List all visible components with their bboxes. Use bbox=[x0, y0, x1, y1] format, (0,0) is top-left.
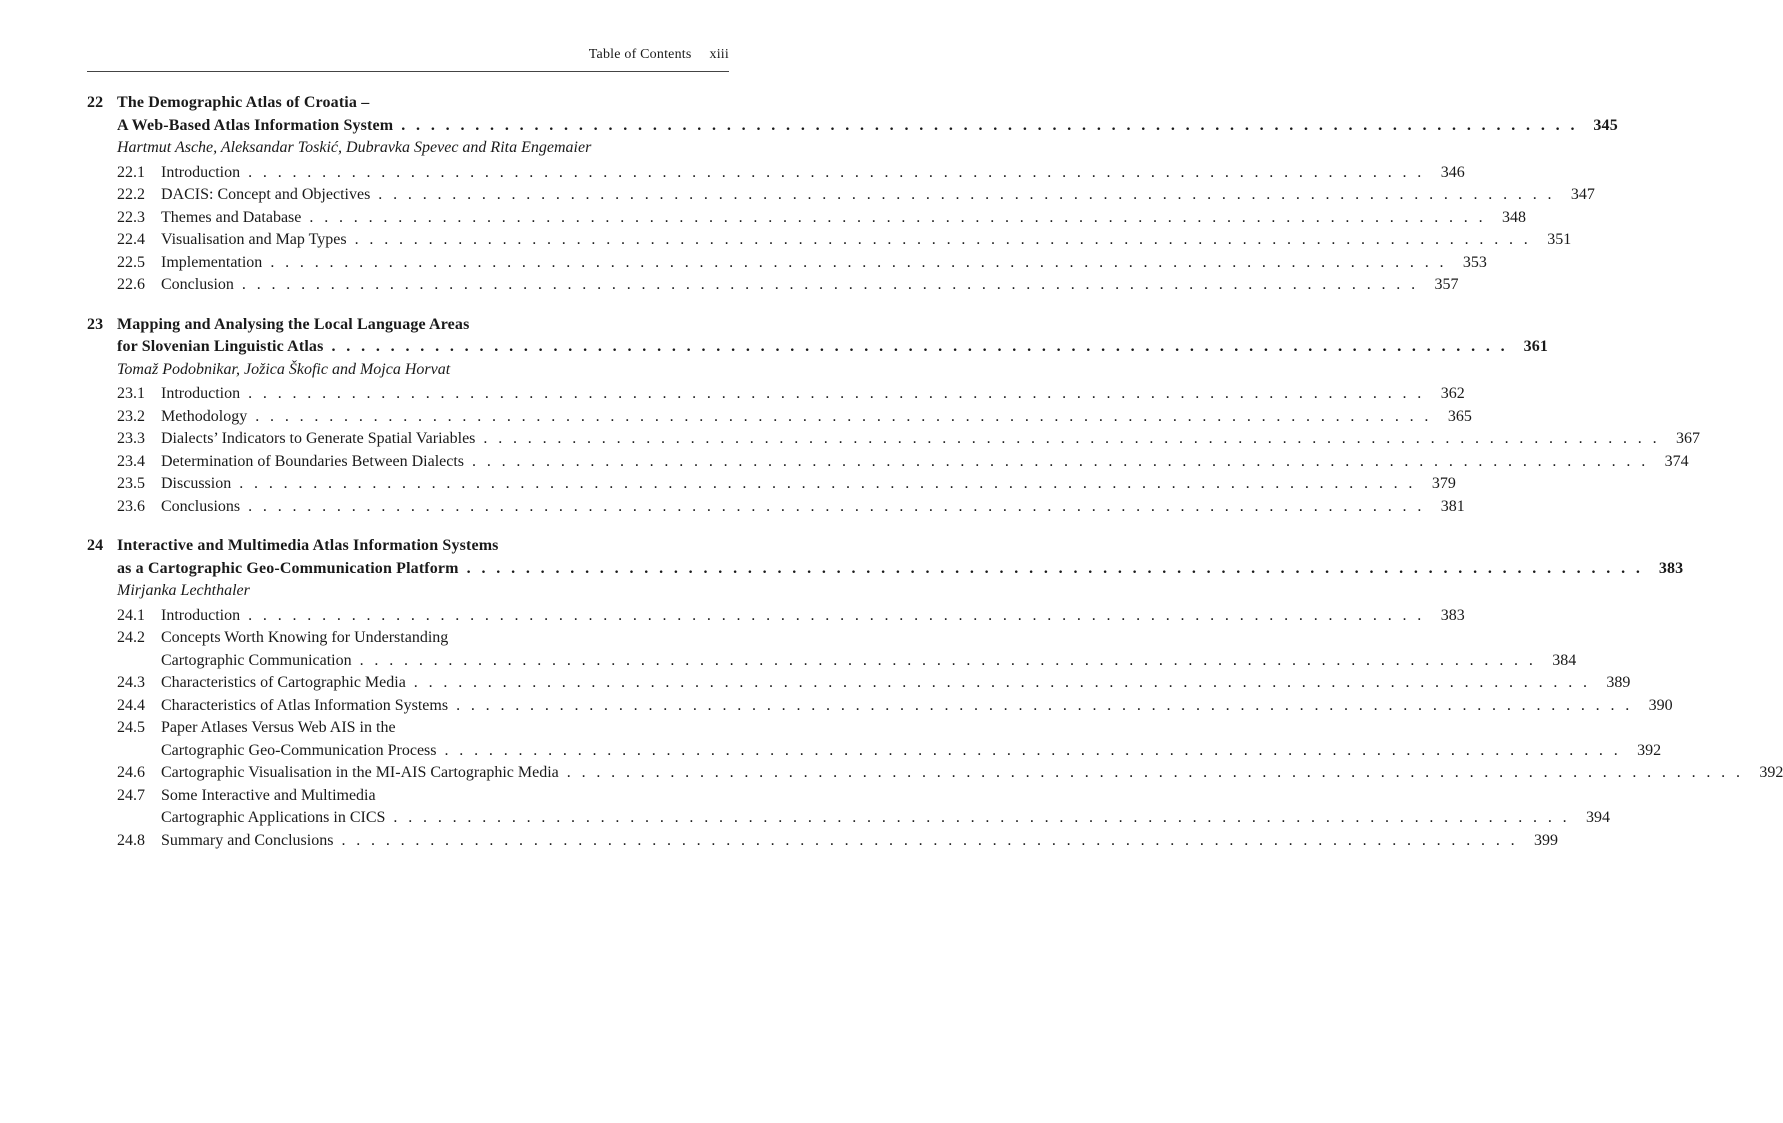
section-entry bbox=[117, 627, 729, 650]
section-entry bbox=[117, 496, 1465, 519]
section-number: 24.4 bbox=[117, 696, 145, 714]
section-page[interactable]: 357 bbox=[1434, 276, 1459, 293]
chapter-authors bbox=[117, 359, 729, 382]
section-number: 22.5 bbox=[117, 253, 145, 271]
section-entry bbox=[117, 406, 1472, 429]
dot-leader: . . . . . . . . . . . . . . . . . . . . . . . . . . . . . . . . . . . . . . . . . . . . . . . . . . . . . . . . . . . . . . . . . . . . . . . . . . . . . . . . bbox=[248, 606, 1425, 624]
authors-text: Mirjanka Lechthaler bbox=[117, 582, 250, 599]
chapter-title-line bbox=[117, 558, 1684, 581]
running-title: Table of Contents bbox=[588, 47, 692, 62]
dot-leader: . . . . . . . . . . . . . . . . . . . . . . . . . . . . . . . . . . . . . . . . . . . . . . . . . . . . . . . . . . . . . . . . . . . . . . . . . . . . . . . . bbox=[413, 674, 1591, 691]
section-title[interactable]: Cartographic Visualisation in the MI-AIS Cartographic Media bbox=[161, 764, 559, 781]
section-number: 23.1 bbox=[117, 385, 145, 402]
chapter-authors bbox=[117, 137, 729, 160]
chapter-title-line bbox=[87, 314, 729, 337]
section-title[interactable]: DACIS: Concept and Objectives bbox=[161, 186, 371, 203]
section-number: 22.1 bbox=[117, 163, 145, 181]
section-title[interactable]: Cartographic Communication bbox=[161, 651, 352, 669]
chapter-page[interactable]: 383 bbox=[1658, 559, 1684, 577]
section-page[interactable]: 384 bbox=[1552, 651, 1577, 669]
section-number: 23.3 bbox=[117, 430, 145, 447]
section-page[interactable]: 390 bbox=[1648, 696, 1673, 714]
section-number: 22.3 bbox=[117, 208, 145, 226]
dot-leader: . . . . . . . . . . . . . . . . . . . . . . . . . . . . . . . . . . . . . . . . . . . . . . . . . . . . . . . . . . . . . . . . . . . . . . . . . . . . . . . . bbox=[309, 208, 1486, 226]
chapter-title-line bbox=[117, 336, 1549, 359]
section-title[interactable]: Introduction bbox=[161, 606, 241, 624]
section-number: 24.3 bbox=[117, 674, 145, 691]
section-title[interactable]: Implementation bbox=[161, 253, 263, 271]
dot-leader: . . . . . . . . . . . . . . . . . . . . . . . . . . . . . . . . . . . . . . . . . . . . . . . . . . . . . . . . . . . . . . . . . . . . . . . . . . . . . . . . bbox=[444, 741, 1622, 759]
dot-leader: . . . . . . . . . . . . . . . . . . . . . . . . . . . . . . . . . . . . . . . . . . . . . . . . . . . . . . . . . . . . . . . . . . . . . . . . . . . . . . . . bbox=[331, 338, 1509, 355]
section-page[interactable]: 353 bbox=[1462, 253, 1487, 271]
chapter-number: 23 bbox=[87, 315, 104, 333]
section-number: 24.7 bbox=[117, 786, 145, 804]
section-page[interactable]: 381 bbox=[1440, 497, 1465, 515]
section-entry bbox=[117, 785, 729, 808]
section-title[interactable]: Summary and Conclusions bbox=[161, 831, 334, 849]
section-title[interactable]: Concepts Worth Knowing for Understanding bbox=[161, 629, 449, 646]
dot-leader: . . . . . . . . . . . . . . . . . . . . . . . . . . . . . . . . . . . . . . . . . . . . . . . . . . . . . . . . . . . . . . . . . . . . . . . . . . . . . . . . bbox=[456, 696, 1633, 714]
section-page[interactable]: 351 bbox=[1547, 231, 1572, 248]
chapter-entry bbox=[87, 92, 1618, 297]
chapter-number: 24 bbox=[87, 537, 104, 554]
section-number: 23.6 bbox=[117, 497, 145, 515]
dot-leader: . . . . . . . . . . . . . . . . . . . . . . . . . . . . . . . . . . . . . . . . . . . . . . . . . . . . . . . . . . . . . . . . . . . . . . . . . . . . . . . . bbox=[248, 385, 1425, 402]
authors-text: Hartmut Asche, Aleksandar Toskić, Dubravka Spevec and Rita Engemaier bbox=[117, 139, 592, 156]
dot-leader: . . . . . . . . . . . . . . . . . . . . . . . . . . . . . . . . . . . . . . . . . . . . . . . . . . . . . . . . . . . . . . . . . . . . . . . . . . . . . . . . bbox=[255, 407, 1432, 425]
section-title[interactable]: Visualisation and Map Types bbox=[161, 231, 347, 248]
section-number: 22.4 bbox=[117, 231, 145, 248]
section-page[interactable]: 347 bbox=[1570, 186, 1595, 203]
section-number: 24.6 bbox=[117, 764, 145, 781]
section-title[interactable]: Conclusion bbox=[161, 276, 234, 293]
dot-leader: . . . . . . . . . . . . . . . . . . . . . . . . . . . . . . . . . . . . . . . . . . . . . . . . . . . . . . . . . . . . . . . . . . . . . . . . . . . . . . . . bbox=[483, 430, 1661, 447]
section-number: 23.4 bbox=[117, 452, 145, 470]
section-title[interactable]: Conclusions bbox=[161, 497, 241, 515]
dot-leader: . . . . . . . . . . . . . . . . . . . . . . . . . . . . . . . . . . . . . . . . . . . . . . . . . . . . . . . . . . . . . . . . . . . . . . . . . . . . . . . . bbox=[270, 253, 1447, 271]
section-entry bbox=[117, 762, 1783, 785]
section-number: 24.8 bbox=[117, 831, 145, 849]
chapter-title[interactable]: Mapping and Analysing the Local Language Areas bbox=[117, 315, 470, 333]
section-entry bbox=[117, 605, 1465, 628]
dot-leader: . . . . . . . . . . . . . . . . . . . . . . . . . . . . . . . . . . . . . . . . . . . . . . . . . . . . . . . . . . . . . . . . . . . . . . . . . . . . . . . . bbox=[354, 231, 1532, 248]
section-title[interactable]: Some Interactive and Multimedia bbox=[161, 786, 376, 804]
section-entry bbox=[117, 695, 1673, 718]
page-number: xiii bbox=[709, 47, 729, 62]
chapter-page[interactable]: 361 bbox=[1523, 338, 1549, 355]
chapter-title-line bbox=[117, 115, 1618, 138]
dot-leader: . . . . . . . . . . . . . . . . . . . . . . . . . . . . . . . . . . . . . . . . . . . . . . . . . . . . . . . . . . . . . . . . . . . . . . . . . . . . . . . . bbox=[566, 764, 1744, 781]
section-entry bbox=[117, 162, 1465, 185]
dot-leader: . . . . . . . . . . . . . . . . . . . . . . . . . . . . . . . . . . . . . . . . . . . . . . . . . . . . . . . . . . . . . . . . . . . . . . . . . . . . . . . . bbox=[359, 651, 1537, 669]
dot-leader: . . . . . . . . . . . . . . . . . . . . . . . . . . . . . . . . . . . . . . . . . . . . . . . . . . . . . . . . . . . . . . . . . . . . . . . . . . . . . . . . bbox=[341, 831, 1519, 849]
chapter-title[interactable]: The Demographic Atlas of Croatia – bbox=[117, 94, 370, 111]
section-number: 23.2 bbox=[117, 407, 145, 425]
section-page[interactable]: 399 bbox=[1534, 831, 1559, 849]
section-entry bbox=[117, 451, 1689, 474]
section-entry bbox=[117, 274, 1459, 297]
chapter-title[interactable]: Interactive and Multimedia Atlas Information Systems bbox=[117, 537, 499, 554]
running-header bbox=[87, 44, 729, 66]
section-number: 22.2 bbox=[117, 186, 145, 203]
section-entry bbox=[117, 207, 1526, 230]
chapter-number: 22 bbox=[87, 94, 104, 111]
section-entry bbox=[117, 184, 1595, 207]
section-title[interactable]: Introduction bbox=[161, 385, 241, 402]
section-title[interactable]: Dialects’ Indicators to Generate Spatial Variables bbox=[161, 430, 476, 447]
section-entry-continued bbox=[161, 740, 1662, 763]
section-title[interactable]: Cartographic Geo-Communication Process bbox=[161, 741, 437, 759]
dot-leader: . . . . . . . . . . . . . . . . . . . . . . . . . . . . . . . . . . . . . . . . . . . . . . . . . . . . . . . . . . . . . . . . . . . . . . . . . . . . . . . . bbox=[241, 276, 1419, 293]
section-entry bbox=[117, 473, 1456, 496]
chapter-entry bbox=[87, 535, 1783, 852]
section-title[interactable]: Cartographic Applications in CICS bbox=[161, 809, 386, 826]
authors-text: Tomaž Podobnikar, Jožica Škofic and Mojca Horvat bbox=[117, 360, 451, 378]
section-page[interactable]: 392 bbox=[1759, 764, 1783, 781]
section-page[interactable]: 379 bbox=[1431, 475, 1456, 492]
section-entry bbox=[117, 252, 1487, 275]
section-number: 24.1 bbox=[117, 606, 145, 624]
chapter-entry bbox=[87, 314, 1701, 519]
section-number: 24.5 bbox=[117, 719, 145, 736]
header-rule bbox=[87, 71, 729, 72]
section-page[interactable]: 374 bbox=[1664, 452, 1689, 470]
section-entry bbox=[117, 383, 1465, 406]
chapter-page[interactable]: 345 bbox=[1593, 116, 1618, 134]
dot-leader: . . . . . . . . . . . . . . . . . . . . . . . . . . . . . . . . . . . . . . . . . . . . . . . . . . . . . . . . . . . . . . . . . . . . . . . . . . . . . . . . bbox=[466, 559, 1644, 577]
dot-leader: . . . . . . . . . . . . . . . . . . . . . . . . . . . . . . . . . . . . . . . . . . . . . . . . . . . . . . . . . . . . . . . . . . . . . . . . . . . . . . . . bbox=[248, 497, 1425, 515]
chapter-authors bbox=[117, 580, 729, 603]
section-title[interactable]: Introduction bbox=[161, 163, 241, 181]
dot-leader: . . . . . . . . . . . . . . . . . . . . . . . . . . . . . . . . . . . . . . . . . . . . . . . . . . . . . . . . . . . . . . . . . . . . . . . . . . . . . . . . bbox=[378, 186, 1555, 203]
section-entry-continued bbox=[161, 650, 1577, 673]
chapter-title-line bbox=[87, 535, 729, 558]
section-entry bbox=[117, 830, 1559, 853]
chapter-title[interactable]: for Slovenian Linguistic Atlas bbox=[117, 338, 324, 355]
dot-leader: . . . . . . . . . . . . . . . . . . . . . . . . . . . . . . . . . . . . . . . . . . . . . . . . . . . . . . . . . . . . . . . . . . . . . . . . . . . . . . . . bbox=[472, 452, 1649, 470]
section-title[interactable]: Paper Atlases Versus Web AIS in the bbox=[161, 719, 396, 736]
section-page[interactable]: 383 bbox=[1440, 606, 1465, 624]
section-page[interactable]: 389 bbox=[1606, 674, 1631, 691]
section-page[interactable]: 392 bbox=[1637, 741, 1662, 759]
section-number: 24.2 bbox=[117, 629, 145, 646]
section-title[interactable]: Characteristics of Cartographic Media bbox=[161, 674, 406, 691]
section-page[interactable]: 394 bbox=[1586, 809, 1611, 826]
section-entry bbox=[117, 717, 729, 740]
section-title[interactable]: Themes and Database bbox=[161, 208, 302, 226]
section-title[interactable]: Characteristics of Atlas Information Systems bbox=[161, 696, 449, 714]
section-page[interactable]: 365 bbox=[1447, 407, 1472, 425]
dot-leader: . . . . . . . . . . . . . . . . . . . . . . . . . . . . . . . . . . . . . . . . . . . . . . . . . . . . . . . . . . . . . . . . . . . . . . . . . . . . . . . . bbox=[239, 475, 1416, 492]
section-page[interactable]: 346 bbox=[1440, 163, 1465, 181]
section-title[interactable]: Determination of Boundaries Between Dialects bbox=[161, 452, 465, 470]
dot-leader: . . . . . . . . . . . . . . . . . . . . . . . . . . . . . . . . . . . . . . . . . . . . . . . . . . . . . . . . . . . . . . . . . . . . . . . . . . . . . . . . bbox=[401, 116, 1578, 134]
section-page[interactable]: 367 bbox=[1676, 430, 1701, 447]
table-of-contents bbox=[87, 92, 1783, 869]
section-title[interactable]: Methodology bbox=[161, 407, 248, 425]
section-number: 22.6 bbox=[117, 276, 145, 293]
section-entry bbox=[117, 229, 1572, 252]
dot-leader: . . . . . . . . . . . . . . . . . . . . . . . . . . . . . . . . . . . . . . . . . . . . . . . . . . . . . . . . . . . . . . . . . . . . . . . . . . . . . . . . bbox=[248, 163, 1425, 181]
chapter-title-line bbox=[87, 92, 729, 115]
section-title[interactable]: Discussion bbox=[161, 475, 232, 492]
chapter-title[interactable]: as a Cartographic Geo-Communication Platform bbox=[117, 559, 459, 577]
section-number: 23.5 bbox=[117, 475, 145, 492]
section-page[interactable]: 348 bbox=[1502, 208, 1526, 226]
section-entry-continued bbox=[161, 807, 1611, 830]
chapter-title[interactable]: A Web-Based Atlas Information System bbox=[117, 116, 394, 134]
section-entry bbox=[117, 428, 1701, 451]
dot-leader: . . . . . . . . . . . . . . . . . . . . . . . . . . . . . . . . . . . . . . . . . . . . . . . . . . . . . . . . . . . . . . . . . . . . . . . . . . . . . . . . bbox=[393, 809, 1571, 826]
section-entry bbox=[117, 672, 1631, 695]
section-page[interactable]: 362 bbox=[1440, 385, 1465, 402]
